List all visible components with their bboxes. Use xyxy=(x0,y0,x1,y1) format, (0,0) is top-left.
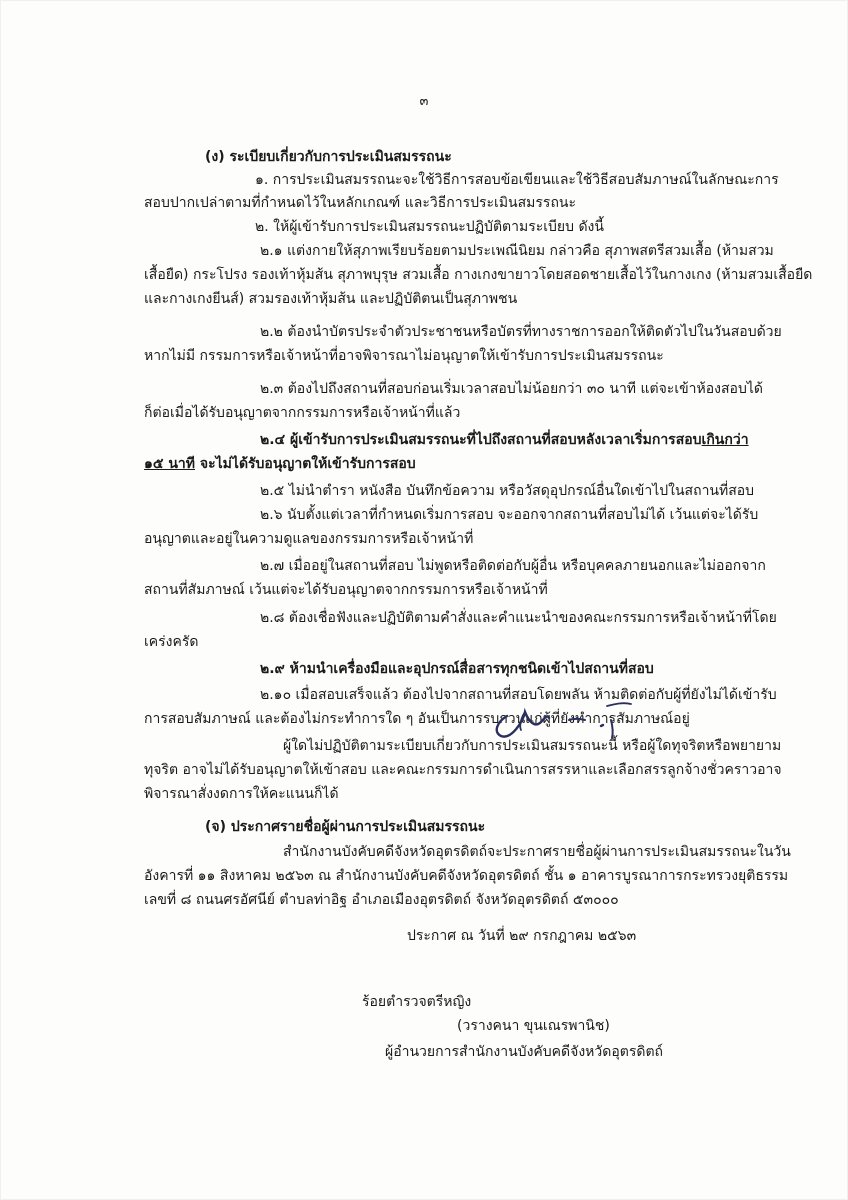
penalty-line2: ทุจริต อาจไม่ได้รับอนุญาตให้เข้าสอบ และคณะกรรมการดำเนินการสรรหาและเลือกสรรลูกจ้างชั่วคราวอาจ xyxy=(144,762,782,778)
rule-2-3-line2: ก็ต่อเมื่อได้รับอนุญาตจากกรรมการหรือเจ้าหน้าที่แล้ว xyxy=(144,405,461,421)
signer-position: ผู้อำนวยการสำนักงานบังคับคดีจังหวัดอุตรดิตถ์ xyxy=(385,1044,664,1060)
rule-2-5: ๒.๕ ไม่นำตำรา หนังสือ บันทึกข้อความ หรือวัสดุอุปกรณ์อื่นใดเข้าไปในสถานที่สอบ xyxy=(260,483,755,499)
rule-2-2-line1: ๒.๒ ต้องนำบัตรประจำตัวประชาชนหรือบัตรที่ทางราชการออกให้ติดตัวไปในวันสอบด้วย xyxy=(260,324,782,340)
page-number: ๓ xyxy=(419,94,429,109)
rule-2-1-line1: ๒.๑ แต่งกายให้สุภาพเรียบร้อยตามประเพณีนิยม กล่าวคือ สุภาพสตรีสวมเสื้อ (ห้ามสวม xyxy=(260,243,774,259)
rule-2-6-line1: ๒.๖ นับตั้งแต่เวลาที่กำหนดเริ่มการสอบ จะออกจากสถานที่สอบไม่ได้ เว้นแต่จะได้รับ xyxy=(260,507,759,523)
announcement-date: ประกาศ ณ วันที่ ๒๙ กรกฎาคม ๒๕๖๓ xyxy=(407,928,637,944)
rule-2-6-line2: อนุญาตและอยู่ในความดูแลของกรรมการหรือเจ้าหน้าที่ xyxy=(144,531,474,547)
section-e-line3: เลขที่ ๘ ถนนศรอัศนีย์ ตำบลท่าอิฐ อำเภอเมืองอุตรดิตถ์ จังหวัดอุตรดิตถ์ ๕๓๐๐๐ xyxy=(144,892,619,908)
rule-2-4-minutes: ๑๕ นาที xyxy=(144,456,196,472)
item1-line1: ๑. การประเมินสมรรถนะจะใช้วิธีการสอบข้อเขียนและใช้วิธีสอบสัมภาษณ์ในลักษณะการ xyxy=(255,172,779,188)
section-d-heading: (ง) ระเบียบเกี่ยวกับการประเมินสมรรถนะ xyxy=(205,149,452,165)
rule-2-7-line1: ๒.๗ เมื่ออยู่ในสถานที่สอบ ไม่พูดหรือติดต่อกับผู้อื่น หรือบุคคลภายนอกและไม่ออกจาก xyxy=(260,558,766,574)
rule-2-8-line1: ๒.๘ ต้องเชื่อฟังและปฏิบัติตามคำสั่งและคำแนะนำของคณะกรรมการหรือเจ้าหน้าที่โดย xyxy=(260,610,777,626)
signer-rank: ร้อยตำรวจตรีหญิง xyxy=(362,994,472,1010)
rule-2-1-line3: และกางเกงยีนส์) สวมรองเท้าหุ้มส้น และปฏิบัติตนเป็นสุภาพชน xyxy=(144,291,518,307)
rule-2-4-line1 xyxy=(260,431,749,449)
rule-2-10-line1: ๒.๑๐ เมื่อสอบเสร็จแล้ว ต้องไปจากสถานที่สอบโดยพลัน ห้ามติดต่อกับผู้ที่ยังไม่ได้เข้ารับ xyxy=(260,687,777,703)
penalty-line3: พิจารณาสั่งงดการให้คะแนนก็ได้ xyxy=(144,786,339,802)
rule-2-4-text: ๒.๔ ผู้เข้ารับการประเมินสมรรถนะที่ไปถึงสถานที่สอบหลังเวลาเริ่มการสอบ xyxy=(260,432,702,448)
signer-name: (วรางคนา ขุนเณรพานิช) xyxy=(457,1018,610,1034)
section-e-line1: สำนักงานบังคับคดีจังหวัดอุตรดิตถ์จะประกาศรายชื่อผู้ผ่านการประเมินสมรรถนะในวัน xyxy=(283,844,791,860)
rule-2-8-line2: เคร่งครัด xyxy=(144,634,199,650)
rule-2-10-line2: การสอบสัมภาษณ์ และต้องไม่กระทำการใด ๆ อันเป็นการรบกวนแก่ผู้ที่ยังทำการสัมภาษณ์อยู่ xyxy=(144,711,690,727)
rule-2-4-tail: จะไม่ได้รับอนุญาตให้เข้ารับการสอบ xyxy=(195,456,416,472)
penalty-line1: ผู้ใดไม่ปฏิบัติตามระเบียบเกี่ยวกับการประเมินสมรรถนะนี้ หรือผู้ใดทุจริตหรือพยายาม xyxy=(283,738,782,754)
rule-2-2-line2: หากไม่มี กรรมการหรือเจ้าหน้าที่อาจพิจารณาไม่อนุญาตให้เข้ารับการประเมินสมรรถนะ xyxy=(144,348,664,364)
section-e-heading: (จ) ประกาศรายชื่อผู้ผ่านการประเมินสมรรถนะ xyxy=(205,819,486,835)
item2: ๒. ให้ผู้เข้ารับการประเมินสมรรถนะปฏิบัติตามระเบียบ ดังนี้ xyxy=(255,219,604,235)
rule-2-7-line2: สถานที่สัมภาษณ์ เว้นแต่จะได้รับอนุญาตจากกรรมการหรือเจ้าหน้าที่ xyxy=(144,582,548,598)
rule-2-3-line1: ๒.๓ ต้องไปถึงสถานที่สอบก่อนเริ่มเวลาสอบไม่น้อยกว่า ๓๐ นาที แต่จะเข้าห้องสอบได้ xyxy=(260,381,763,397)
section-e-line2: อังคารที่ ๑๑ สิงหาคม ๒๕๖๓ ณ สำนักงานบังคับคดีจังหวัดอุตรดิตถ์ ชั้น ๑ อาคารบูรณาการกระทรวงยุติธรรม xyxy=(144,868,789,884)
rule-2-4-line2 xyxy=(144,455,416,473)
handwritten-signature xyxy=(485,698,695,748)
rule-2-1-line2: เสื้อยืด) กระโปรง รองเท้าหุ้มส้น สุภาพบุรุษ สวมเสื้อ กางเกงขายาวโดยสอดชายเสื้อไว้ในกางเกง (ห้ามสวมเสื้อยืด xyxy=(144,267,813,283)
rule-2-4-emphasis: เกินกว่า xyxy=(701,432,749,448)
item1-line2: สอบปากเปล่าตามที่กำหนดไว้ในหลักเกณฑ์ และวิธีการประเมินสมรรถนะ xyxy=(144,195,577,211)
rule-2-9: ๒.๙ ห้ามนำเครื่องมือและอุปกรณ์สื่อสารทุกชนิดเข้าไปสถานที่สอบ xyxy=(260,661,654,677)
